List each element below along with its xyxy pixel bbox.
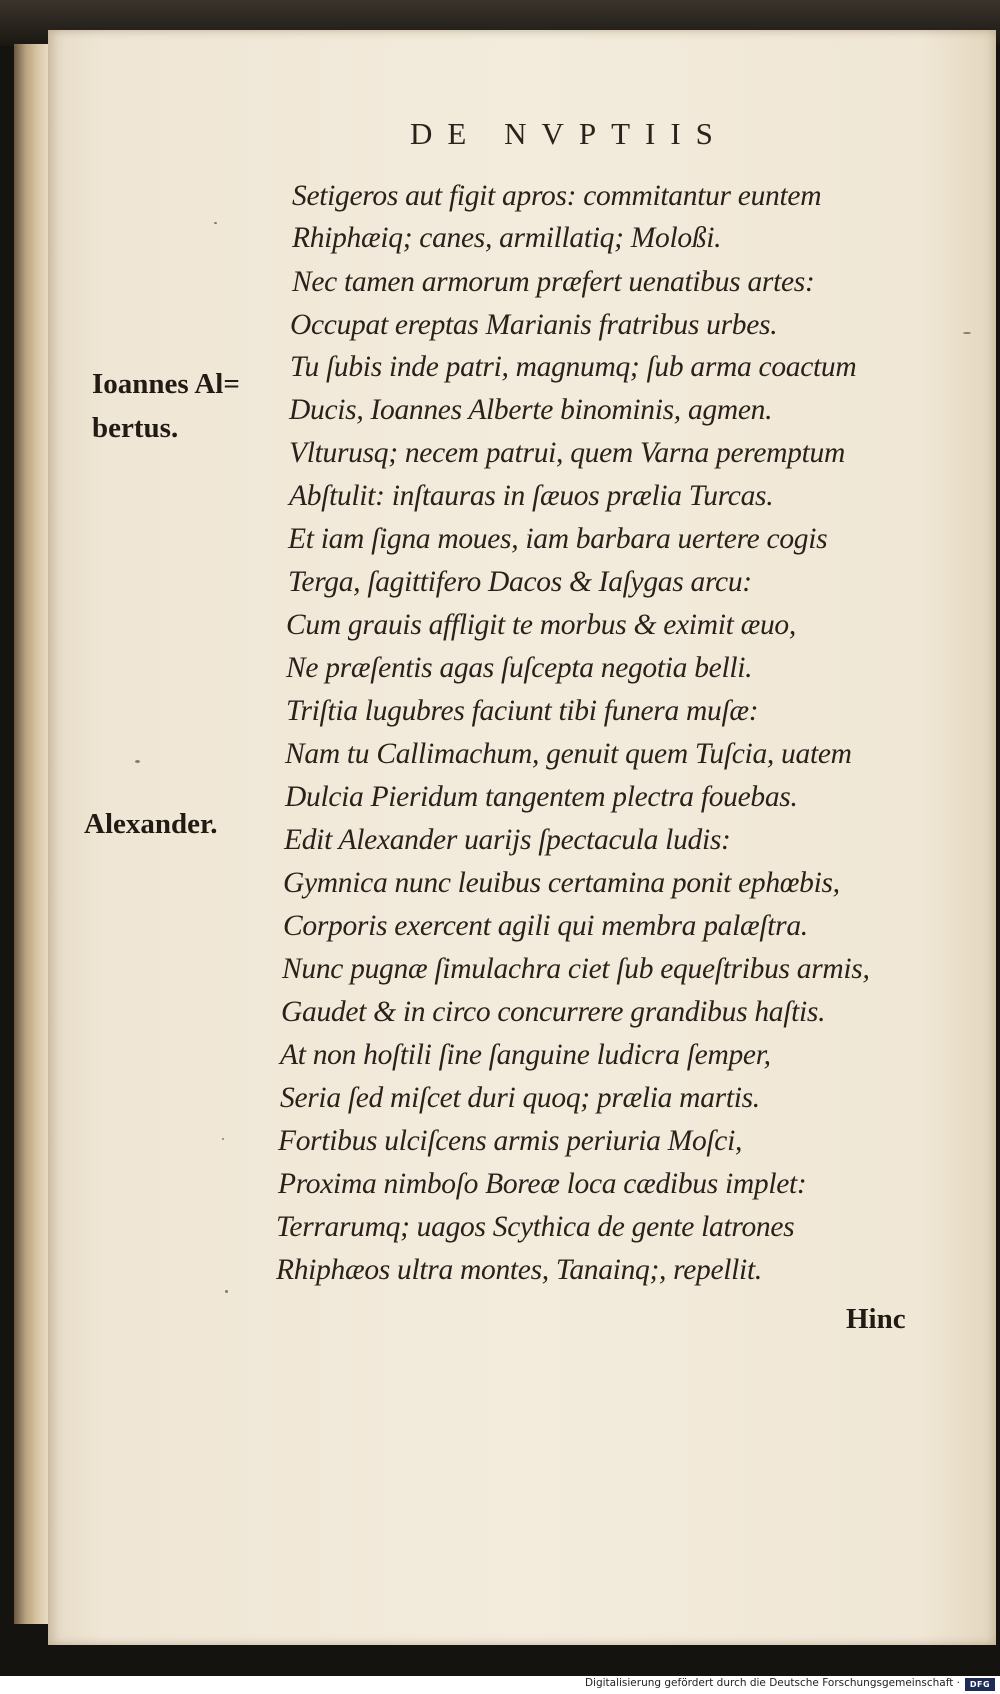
verse-line: Abſtulit: inſtauras in ſæuos prælia Turcas. [289, 480, 774, 512]
running-head: DE NVPTIIS [410, 116, 728, 151]
paper-speck [225, 1290, 228, 1293]
paper-speck [222, 1138, 224, 1140]
verse-line: Ducis, Ioannes Alberte binominis, agmen. [289, 394, 773, 426]
verse-line: Corporis exercent agili qui membra palæſtra. [283, 910, 808, 942]
paper-speck [963, 332, 971, 334]
margin-note-ioannes-continued: bertus. [92, 412, 179, 444]
verse-line: Terga, ſagittifero Dacos & Iaſygas arcu: [288, 566, 752, 598]
margin-note-alexander: Alexander. [84, 808, 218, 840]
verse-line: Tu ſubis inde patri, magnumq; ſub arma coactum [290, 351, 857, 383]
verse-line: Seria ſed miſcet duri quoq; prælia martis. [280, 1082, 760, 1114]
verse-line: Nunc pugnæ ſimulachra ciet ſub equeſtribus armis, [282, 953, 870, 985]
verse-line: Rhiphæiq; canes, armillatiq; Moloßi. [292, 222, 722, 254]
paper-speck [135, 760, 140, 763]
verse-line: Triſtia lugubres faciunt tibi funera muſæ: [286, 695, 759, 727]
verse-line: Setigeros aut figit apros: commitantur euntem [292, 180, 822, 212]
verse-line: Vlturusq; necem patrui, quem Varna peremptum [289, 437, 845, 469]
margin-note-ioannes: Ioannes Al= [92, 368, 240, 400]
verse-line: Dulcia Pieridum tangentem plectra fouebas. [285, 781, 798, 813]
verse-line: Nam tu Callimachum, genuit quem Tuſcia, uatem [285, 738, 852, 770]
verse-line: Cum grauis affligit te morbus & eximit æuo, [286, 609, 796, 641]
catchword: Hinc [846, 1303, 906, 1335]
verse-line: Edit Alexander uarijs ſpectacula ludis: [284, 824, 731, 856]
verse-line: Et iam ſigna moues, iam barbara uertere cogis [288, 523, 828, 555]
verse-line: Rhiphæos ultra montes, Tanainq;, repellit. [276, 1254, 762, 1286]
verse-line: Gaudet & in circo concurrere grandibus haſtis. [281, 996, 826, 1028]
verse-line: Nec tamen armorum præfert uenatibus artes: [292, 266, 815, 298]
paper-speck [214, 222, 217, 224]
dfg-logo: DFG [965, 1678, 995, 1691]
verse-line: Proxima nimboſo Boreæ loca cædibus implet: [278, 1168, 807, 1200]
verse-line: Occupat ereptas Marianis fratribus urbes. [290, 309, 778, 341]
digitization-credit: Digitalisierung gefördert durch die Deutsche Forschungsgemeinschaft · [584, 1677, 960, 1689]
verse-line: Fortibus ulciſcens armis periuria Moſci, [278, 1125, 743, 1157]
verse-line: Ne præſentis agas ſuſcepta negotia belli. [286, 652, 753, 684]
verse-line: At non hoſtili ſine ſanguine ludicra ſemper, [280, 1039, 771, 1071]
verse-line: Terrarumq; uagos Scythica de gente latrones [276, 1211, 795, 1243]
verse-line: Gymnica nunc leuibus certamina ponit ephœbis, [283, 867, 840, 899]
